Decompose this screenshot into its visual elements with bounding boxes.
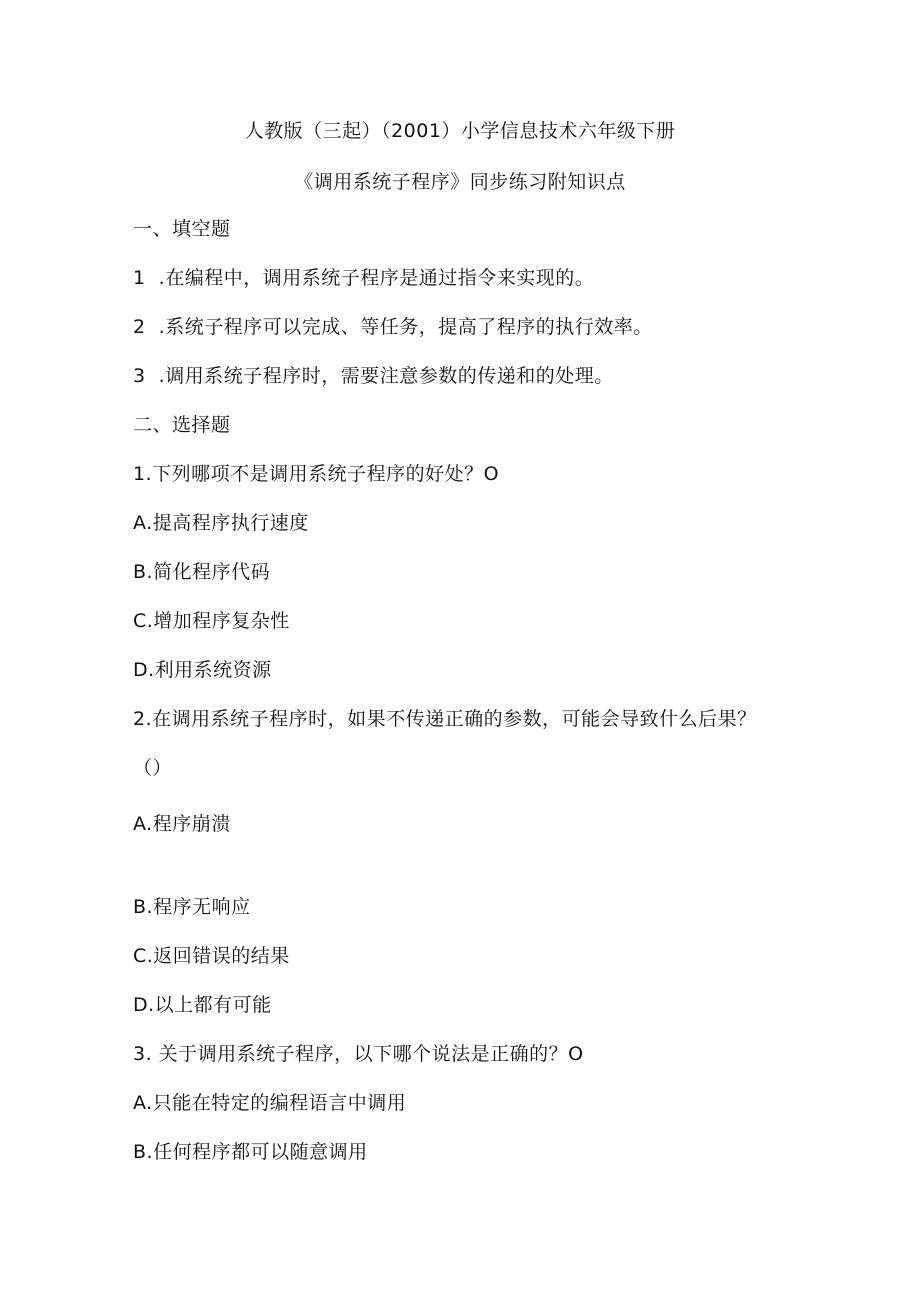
choice-question-3-option-a: A.只能在特定的编程语言中调用 (133, 1092, 407, 1114)
choice-question-2-option-b: B.程序无响应 (133, 896, 251, 918)
choice-question-1-option-b: B.简化程序代码 (133, 561, 271, 583)
fill-in-question-1: 1 .在编程中，调用系统子程序是通过指令来实现的。 (133, 267, 595, 289)
choice-question-2-option-a: A.程序崩溃 (133, 813, 231, 835)
document-subtitle: 《调用系统子程序》同步练习附知识点 (294, 171, 626, 193)
choice-question-3-option-b: B.任何程序都可以随意调用 (133, 1141, 368, 1163)
fill-in-question-3: 3 .调用系统子程序时，需要注意参数的传递和的处理。 (133, 365, 614, 387)
choice-question-1-option-a: A.提高程序执行速度 (133, 512, 309, 534)
choice-question-2-stem: 2.在调用系统子程序时，如果不传递正确的参数，可能会导致什么后果？ (133, 708, 757, 730)
section-heading-choice: 二、选择题 (133, 414, 231, 436)
choice-question-1-option-d: D.利用系统资源 (133, 659, 272, 681)
choice-question-3-stem: 3. 关于调用系统子程序，以下哪个说法是正确的？O (133, 1043, 584, 1065)
choice-question-1-stem: 1.下列哪项不是调用系统子程序的好处？O (133, 463, 500, 485)
choice-question-1-option-c: C.增加程序复杂性 (133, 610, 290, 632)
section-heading-fill-in: 一、填空题 (133, 218, 231, 240)
document-title: 人教版（三起）（2001）小学信息技术六年级下册 (244, 120, 676, 142)
fill-in-question-2: 2 .系统子程序可以完成、等任务，提高了程序的执行效率。 (133, 316, 653, 338)
choice-question-2-stem-continued: （） (133, 757, 173, 779)
choice-question-2-option-c: C.返回错误的结果 (133, 945, 290, 967)
choice-question-2-option-d: D.以上都有可能 (133, 994, 272, 1016)
